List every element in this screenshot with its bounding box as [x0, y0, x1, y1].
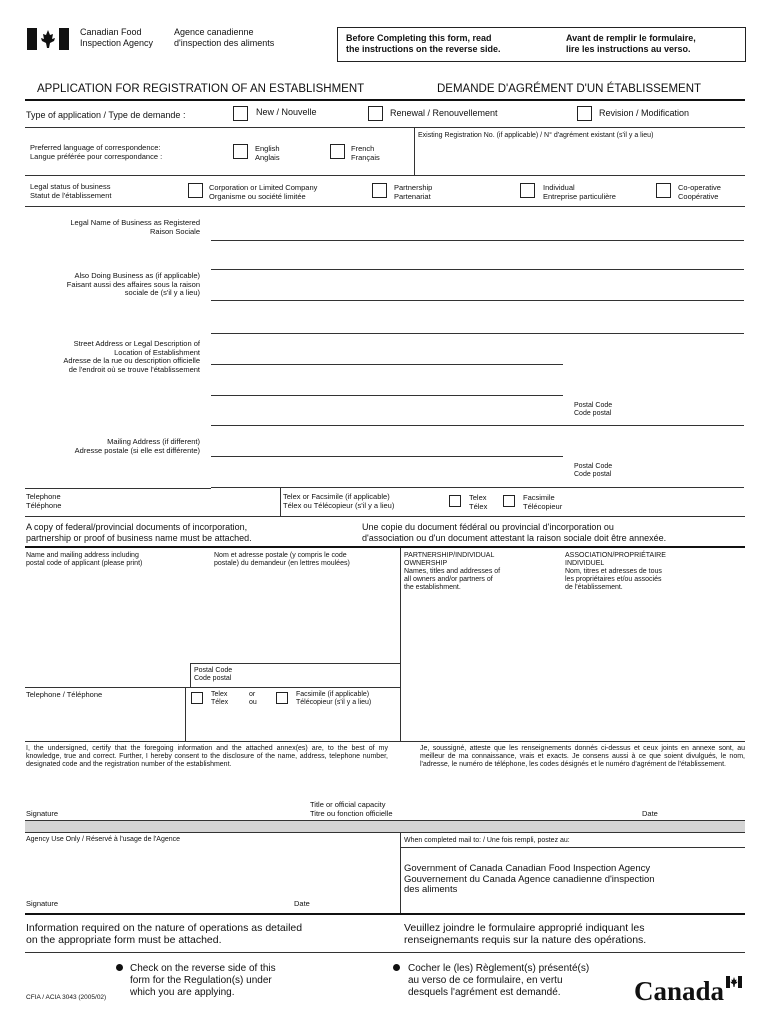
applicant-name-label-fr: Nom et adresse postale (y compris le code postale) du demandeur (en lettres moulées)	[214, 552, 350, 567]
divider	[190, 663, 400, 664]
new-checkbox[interactable]	[233, 106, 248, 121]
applicant-or-label: or ou	[249, 691, 257, 706]
applicant-postal-label: Postal Code Code postal	[194, 667, 233, 682]
french-label: French Français	[351, 144, 380, 162]
street-address-label: Street Address or Legal Description of Location of Establishment Adresse de la rue ou description officielle de l'endroit où se trouve l'établissement	[63, 339, 200, 374]
divider	[414, 127, 415, 175]
documents-note-en: A copy of federal/provincial documents of incorporation, partnership or proof of business name must be attached.	[26, 522, 252, 543]
applicant-name-label-en: Name and mailing address including postal code of applicant (please print)	[26, 552, 143, 567]
notice-en: Before Completing this form, read the instructions on the reverse side.	[346, 33, 501, 54]
partnership-label: Partnership Partenariat	[394, 183, 433, 201]
maple-leaf-icon	[726, 976, 742, 988]
applicant-telex-label: Telex Télex	[211, 691, 229, 706]
form-title-en: APPLICATION FOR REGISTRATION OF AN ESTABLISHMENT	[37, 83, 365, 95]
divider	[25, 206, 745, 207]
fax-label: Facsimile Télécopieur	[523, 493, 563, 511]
new-label: New / Nouvelle	[256, 107, 317, 117]
bullet-icon	[393, 964, 400, 971]
canada-flag-icon	[27, 28, 69, 50]
certify-date-label: Date	[642, 809, 658, 818]
also-doing-input-2[interactable]	[211, 300, 744, 301]
nature-operations-fr: Veuillez joindre le formulaire approprié indiquant les renseignemants requis sur la nature des opérations.	[404, 922, 647, 946]
english-label: English Anglais	[255, 144, 280, 162]
divider	[25, 913, 745, 915]
agency-mailing-address: Government of Canada Canadian Food Inspection Agency Gouvernement du Canada Agence canadienne d'inspection des aliments	[404, 863, 655, 895]
notice-fr: Avant de remplir le formulaire, lire les instructions au verso.	[566, 33, 696, 54]
applicant-fax-checkbox[interactable]	[276, 692, 288, 704]
agency-use-only-label: Agency Use Only / Réservé à l'usage de l'Agence	[26, 836, 181, 843]
telephone-label: Telephone Téléphone	[26, 492, 62, 510]
bullet-icon	[116, 964, 123, 971]
certify-text-fr: Je, soussigné, atteste que les renseignements donnés ci-dessus et ceux joints en annexe sont, au meilleur de ma connaissance, vrais et exacts. Je consens aussi à ce que soient divulgués, le nom, l'adresse, le numéro de téléphone, les codes désignés et le numéro d'agrément de l'établissement.	[420, 745, 745, 768]
applicant-telex-checkbox[interactable]	[191, 692, 203, 704]
divider	[25, 99, 745, 101]
form-number: CFIA / ACIA 3043 (2005/02)	[26, 994, 107, 1001]
check-reverse-en: Check on the reverse side of this form for the Regulation(s) under which you are applying.	[130, 963, 276, 998]
cooperative-label: Co-operative Coopérative	[678, 183, 721, 201]
agency-name-fr: Agence canadienne d'inspection des aliments	[174, 27, 275, 48]
divider	[25, 741, 745, 742]
existing-registration-input[interactable]	[418, 142, 744, 172]
existing-registration-label: Existing Registration No. (if applicable) / N° d'agrément existant (s'il y a lieu)	[418, 132, 654, 139]
mailing-input-1[interactable]	[211, 456, 563, 457]
divider	[185, 687, 186, 741]
nature-operations-en: Information required on the nature of operations as detailed on the appropriate form must be attached.	[26, 922, 303, 946]
postal-code-input-1[interactable]	[211, 425, 744, 426]
divider	[25, 687, 400, 688]
corporation-label: Corporation or Limited Company Organisme ou société limitée	[209, 183, 318, 201]
mailing-address-label: Mailing Address (if different) Adresse postale (si elle est différente)	[74, 437, 200, 455]
canada-wordmark-text: Canada	[634, 976, 725, 1006]
mail-to-label: When completed mail to: / Une fois rempli, postez au:	[404, 837, 570, 844]
revision-label: Revision / Modification	[599, 108, 690, 118]
renewal-checkbox[interactable]	[368, 106, 383, 121]
corporation-checkbox[interactable]	[188, 183, 203, 198]
owners-input[interactable]	[404, 600, 744, 738]
agency-name-en: Canadian Food Inspection Agency	[80, 27, 154, 48]
legal-name-label: Legal Name of Business as Registered Raison Sociale	[70, 218, 200, 236]
title-capacity-label: Title or official capacity Titre ou fonction officielle	[310, 800, 393, 818]
divider	[25, 516, 745, 517]
divider	[400, 548, 401, 741]
legal-name-input[interactable]	[211, 240, 744, 241]
fax-checkbox[interactable]	[503, 495, 515, 507]
english-checkbox[interactable]	[233, 144, 248, 159]
application-type-label: Type of application / Type de demande :	[26, 110, 186, 120]
language-label: Preferred language of correspondence: Langue préférée pour correspondance :	[30, 143, 163, 161]
documents-note-fr: Une copie du document fédéral ou provincial d'incorporation ou d'association ou d'un document attestant la raison sociale doit être annexée.	[362, 522, 667, 543]
mailing-input-2[interactable]	[211, 487, 744, 488]
certify-text-en: I, the undersigned, certify that the foregoing information and the attached annex(es) are, to the best of my knowledge, true and correct. Further, I hereby consent to the disclosure of the name, address, telephone number, designated code and the registration number of the establishment.	[26, 745, 388, 768]
street-input-1[interactable]	[211, 333, 744, 334]
association-label: ASSOCIATION/PROPRIÉTAIRE INDIVIDUEL Nom, titres et adresses de tous les propriétaires et/ou associés de l'établissement.	[565, 552, 666, 591]
divider	[25, 546, 745, 548]
divider	[400, 847, 745, 848]
check-reverse-fr: Cocher le (les) Règlement(s) présenté(s) au verso de ce formulaire, en vertu desquels l'agrément est demandé.	[408, 963, 590, 998]
telex-label: Telex Télex	[469, 493, 488, 511]
divider	[25, 127, 745, 128]
applicant-telephone-label: Telephone / Téléphone	[26, 690, 103, 699]
individual-label: Individual Entreprise particulière	[543, 183, 616, 201]
applicant-address-input[interactable]	[26, 575, 396, 663]
telex-fax-label: Telex or Facsimile (if applicable) Télex ou Télécopieur (s'il y a lieu)	[283, 492, 395, 510]
legal-status-label: Legal status of business Statut de l'établissement	[30, 182, 112, 200]
agency-signature-label: Signature	[26, 899, 59, 908]
shaded-divider	[25, 820, 745, 833]
street-input-3[interactable]	[211, 395, 563, 396]
renewal-label: Renewal / Renouvellement	[390, 108, 498, 118]
applicant-fax-label: Facsimile (if applicable) Télécopieur (s'il y a lieu)	[296, 691, 372, 706]
form-title-fr: DEMANDE D'AGRÉMENT D'UN ÉTABLISSEMENT	[437, 83, 702, 95]
partnership-ownership-label: PARTNERSHIP/INDIVIDUAL OWNERSHIP Names, titles and addresses of all owners and/or partners of the establishment.	[404, 552, 501, 591]
divider	[25, 488, 211, 489]
postal-code-label-2: Postal Code Code postal	[574, 463, 613, 478]
instructions-notice	[337, 27, 746, 62]
partnership-checkbox[interactable]	[372, 183, 387, 198]
revision-checkbox[interactable]	[577, 106, 592, 121]
divider	[190, 663, 191, 687]
agency-date-label: Date	[294, 899, 310, 908]
cooperative-checkbox[interactable]	[656, 183, 671, 198]
french-checkbox[interactable]	[330, 144, 345, 159]
signature-input[interactable]	[26, 785, 306, 807]
individual-checkbox[interactable]	[520, 183, 535, 198]
postal-code-label-1: Postal Code Code postal	[574, 402, 613, 417]
telex-checkbox[interactable]	[449, 495, 461, 507]
divider	[400, 833, 401, 913]
divider	[25, 175, 745, 176]
divider	[25, 952, 745, 953]
canada-wordmark	[634, 975, 749, 1007]
divider	[280, 488, 281, 516]
street-input-2[interactable]	[211, 364, 563, 365]
signature-label: Signature	[26, 809, 59, 818]
also-doing-label: Also Doing Business as (if applicable) Faisant aussi des affaires sous la raison sociale de (s'il y a lieu)	[66, 271, 200, 297]
also-doing-input-1[interactable]	[211, 269, 744, 270]
